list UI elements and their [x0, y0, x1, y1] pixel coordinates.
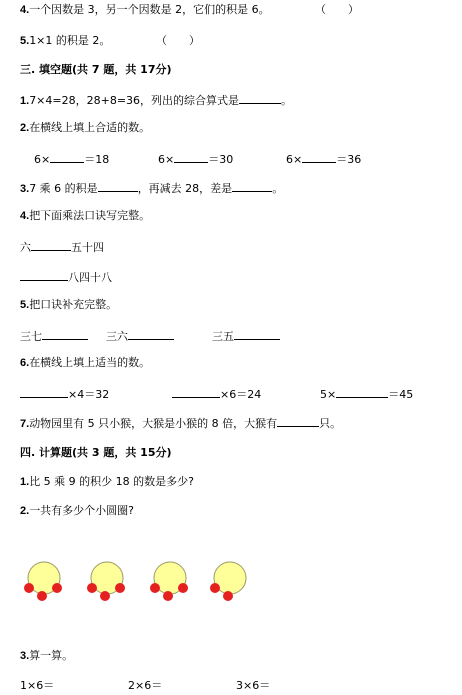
- circle-group-2: [85, 560, 129, 604]
- item-suffix: ×6＝24: [220, 388, 262, 401]
- question-2-5: [20, 34, 110, 48]
- question-text: 把下面乘法口诀写完整。: [29, 209, 151, 222]
- fill-item: [34, 151, 109, 167]
- question-3-4: [20, 209, 150, 223]
- formula-prefix: 六: [20, 241, 31, 254]
- question-3-6: [20, 356, 150, 370]
- item-prefix: 三七: [20, 330, 42, 343]
- question-end: 。: [272, 182, 284, 195]
- answer-blank[interactable]: [239, 92, 281, 104]
- question-number: 1.: [20, 476, 30, 488]
- question-4-3: [20, 649, 73, 663]
- answer-blank[interactable]: [128, 328, 174, 340]
- circle-group-4: [208, 560, 252, 604]
- item-prefix: 6×: [286, 153, 303, 166]
- answer-blank[interactable]: [336, 386, 388, 398]
- question-text: 一共有多少个小圆圈?: [29, 504, 135, 517]
- question-text: ，再减去 28，差是: [137, 182, 233, 195]
- question-end: 只。: [319, 417, 342, 430]
- answer-blank[interactable]: [50, 151, 84, 163]
- fill-item: [172, 386, 261, 402]
- calc-item: 1×6＝: [20, 679, 55, 692]
- question-3-1: [20, 92, 292, 108]
- question-number: 5.: [20, 35, 30, 47]
- question-number: 3.: [20, 183, 30, 195]
- question-number: 3.: [20, 650, 30, 662]
- question-number: 4.: [20, 4, 30, 16]
- question-number: 5.: [20, 299, 30, 311]
- answer-paren[interactable]: （ ）: [156, 34, 200, 47]
- fill-item: [212, 328, 280, 344]
- question-text: 动物园里有 5 只小猴，大猴是小猴的 8 倍，大猴有: [29, 417, 278, 430]
- question-text: 把口诀补充完整。: [29, 298, 118, 311]
- fill-item: [158, 151, 233, 167]
- question-text: 比 5 乘 9 的积少 18 的数是多少?: [29, 475, 194, 488]
- question-text: 在横线上填上适当的数。: [29, 356, 151, 369]
- circle-group-3: [148, 560, 192, 604]
- item-prefix: 6×: [158, 153, 175, 166]
- question-3-5: [20, 298, 117, 312]
- question-4-1: [20, 475, 194, 489]
- item-suffix: ＝45: [388, 388, 414, 401]
- answer-blank[interactable]: [232, 180, 272, 192]
- answer-blank[interactable]: [302, 151, 336, 163]
- item-suffix: ＝36: [336, 153, 362, 166]
- answer-blank[interactable]: [98, 180, 138, 192]
- answer-blank[interactable]: [172, 386, 220, 398]
- section-heading-fill-blank: 三. 填空题(共 7 题，共 17分): [20, 63, 172, 76]
- question-number: 6.: [20, 357, 30, 369]
- answer-blank[interactable]: [277, 415, 319, 427]
- question-end: 。: [281, 94, 293, 107]
- fill-item: [286, 151, 361, 167]
- formula-line: [20, 239, 104, 255]
- item-prefix: 5×: [320, 388, 337, 401]
- item-prefix: 三六: [106, 330, 128, 343]
- answer-paren[interactable]: （ ）: [315, 3, 359, 16]
- answer-blank[interactable]: [20, 269, 68, 281]
- question-3-3: [20, 180, 283, 196]
- calc-item: 3×6＝: [236, 679, 271, 692]
- answer-blank[interactable]: [31, 239, 71, 251]
- calc-item: 2×6＝: [128, 679, 163, 692]
- question-text: 1×1 的积是 2。: [29, 34, 111, 47]
- circle-group-1: [22, 560, 66, 604]
- item-prefix: 三五: [212, 330, 234, 343]
- question-3-7: [20, 415, 341, 431]
- question-number: 7.: [20, 418, 30, 430]
- question-2-4: [20, 3, 270, 17]
- answer-blank[interactable]: [234, 328, 280, 340]
- question-text: 一个因数是 3，另一个因数是 2，它们的积是 6。: [29, 3, 270, 16]
- question-text: 7×4=28，28+8=36，列出的综合算式是: [29, 94, 240, 107]
- formula-suffix: 五十四: [71, 241, 104, 254]
- question-3-2: [20, 121, 150, 135]
- question-text: 在横线上填上合适的数。: [29, 121, 151, 134]
- fill-item: [320, 386, 413, 402]
- question-4-2: [20, 504, 134, 518]
- item-suffix: ＝18: [84, 153, 110, 166]
- item-prefix: 6×: [34, 153, 51, 166]
- question-number: 2.: [20, 122, 30, 134]
- fill-item: [20, 328, 88, 344]
- answer-blank[interactable]: [20, 386, 68, 398]
- item-suffix: ×4＝32: [68, 388, 110, 401]
- fill-item: [20, 386, 109, 402]
- answer-blank[interactable]: [42, 328, 88, 340]
- section-heading-calculation: 四. 计算题(共 3 题，共 15分): [20, 446, 172, 459]
- item-suffix: ＝30: [208, 153, 234, 166]
- formula-suffix: 八四十八: [68, 271, 112, 284]
- answer-blank[interactable]: [174, 151, 208, 163]
- question-text: 7 乘 6 的积是: [29, 182, 98, 195]
- question-text: 算一算。: [29, 649, 74, 662]
- question-number: 2.: [20, 505, 30, 517]
- question-number: 4.: [20, 210, 30, 222]
- fill-item: [106, 328, 174, 344]
- formula-line: [20, 269, 112, 285]
- question-number: 1.: [20, 95, 30, 107]
